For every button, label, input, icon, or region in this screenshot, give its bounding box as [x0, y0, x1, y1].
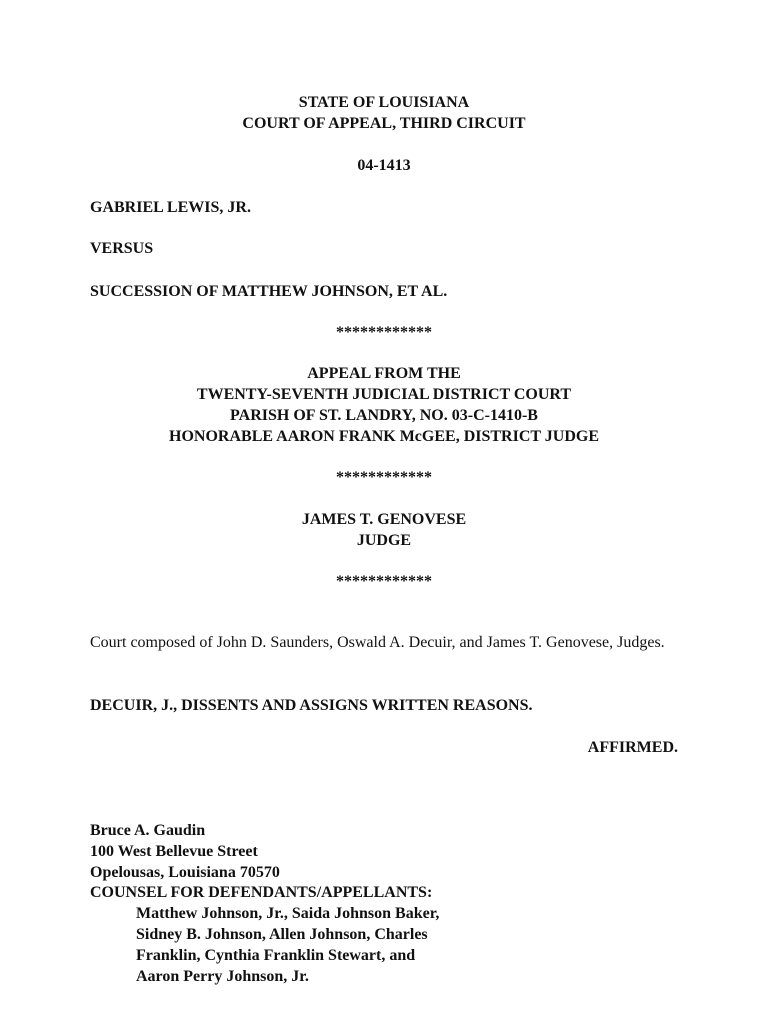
separator-3: ************: [336, 573, 432, 590]
appeal-line-4: HONORABLE AARON FRANK McGEE, DISTRICT JUDGE: [169, 428, 599, 445]
appeal-line-2: TWENTY-SEVENTH JUDICIAL DISTRICT COURT: [196, 386, 572, 403]
author-name: JAMES T. GENOVESE: [301, 511, 467, 528]
court-heading: COURT OF APPEAL, THIRD CIRCUIT: [242, 115, 526, 132]
client-line: Aaron Perry Johnson, Jr.: [136, 968, 309, 985]
state-heading: STATE OF LOUISIANA: [298, 94, 470, 111]
disposition: AFFIRMED.: [587, 739, 678, 756]
client-line: Franklin, Cynthia Franklin Stewart, and: [136, 947, 416, 964]
client-line: Matthew Johnson, Jr., Saida Johnson Baker,: [136, 905, 440, 922]
versus-label: VERSUS: [90, 240, 154, 257]
appeal-line-3: PARISH OF ST. LANDRY, NO. 03-C-1410-B: [230, 407, 538, 424]
panel-composition: Court composed of John D. Saunders, Oswald A. Decuir, and James T. Genovese, Judges.: [90, 634, 665, 651]
counsel-street: 100 West Bellevue Street: [90, 843, 258, 860]
appeal-line-1: APPEAL FROM THE: [307, 365, 461, 382]
author-title: JUDGE: [356, 532, 412, 549]
plaintiff-name: GABRIEL LEWIS, JR.: [90, 199, 251, 216]
defendant-name: SUCCESSION OF MATTHEW JOHNSON, ET AL.: [90, 283, 448, 300]
docket-number: 04-1413: [357, 157, 411, 174]
client-line: Sidney B. Johnson, Allen Johnson, Charles: [136, 926, 428, 943]
counsel-name: Bruce A. Gaudin: [90, 822, 206, 839]
separator-2: ************: [336, 469, 432, 486]
dissent-note: DECUIR, J., DISSENTS AND ASSIGNS WRITTEN REASONS.: [90, 697, 533, 714]
counsel-city: Opelousas, Louisiana 70570: [90, 864, 280, 881]
counsel-role: COUNSEL FOR DEFENDANTS/APPELLANTS:: [90, 884, 433, 901]
separator-1: ************: [336, 324, 432, 341]
